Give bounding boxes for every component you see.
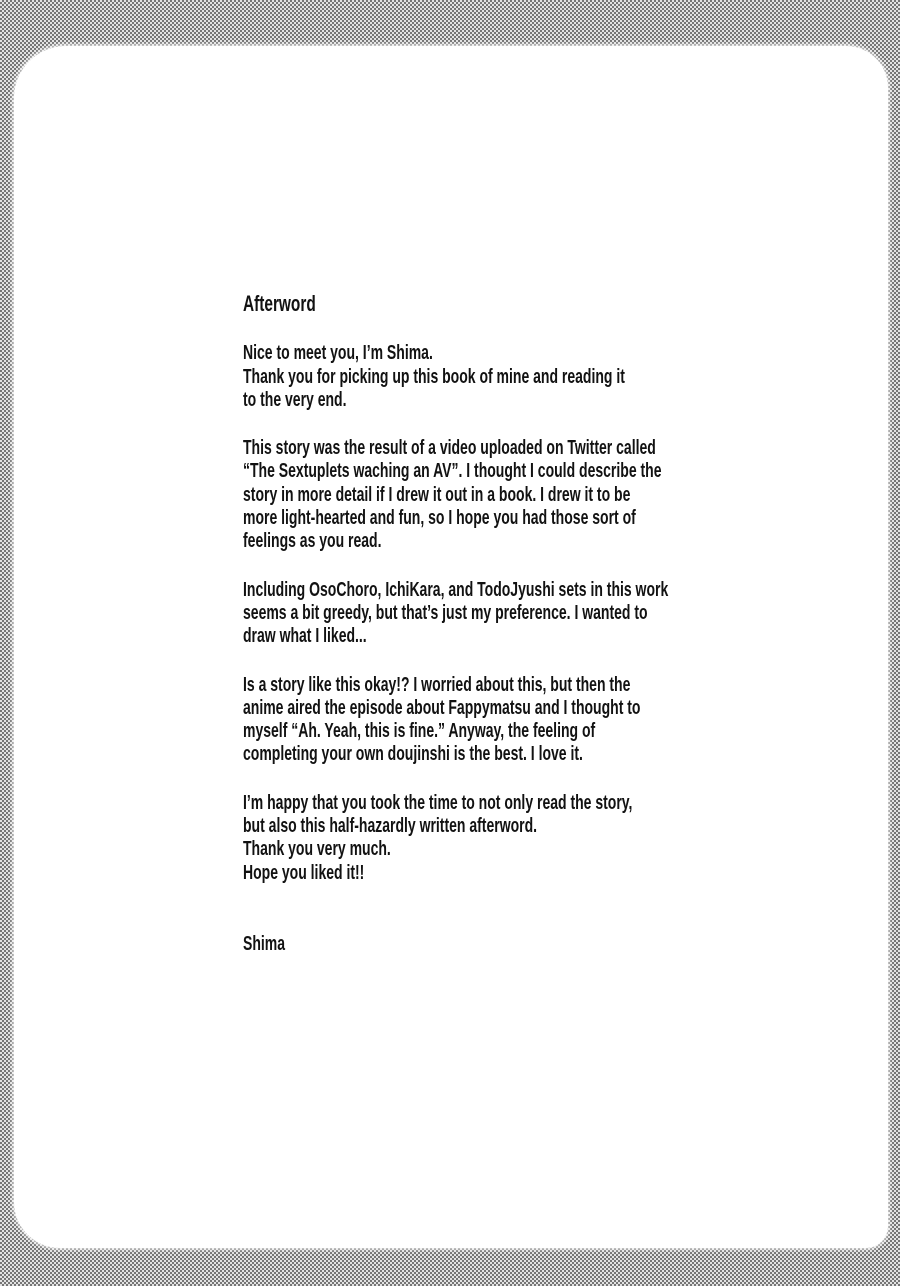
text-line: Hope you liked it!!	[243, 861, 365, 884]
text-line: story in more detail if I drew it out in a book. I drew it to be	[243, 483, 631, 506]
text-line: This story was the result of a video uploaded on Twitter called	[243, 437, 656, 460]
text-line: more light-hearted and fun, so I hope you had those sort of	[243, 507, 636, 530]
paragraph-greeting	[243, 342, 733, 412]
text-line: I’m happy that you took the time to not only read the story,	[243, 791, 633, 814]
paper-page	[14, 46, 888, 1248]
text-line: Thank you very much.	[243, 838, 391, 861]
author-signature: Shima	[243, 932, 286, 955]
paragraph-thanks	[243, 792, 733, 885]
paragraph-worries	[243, 674, 733, 767]
text-line: but also this half-hazardly written afterword.	[243, 815, 538, 838]
text-line: to the very end.	[243, 388, 347, 411]
paragraph-story-origin	[243, 437, 733, 553]
text-line: draw what I liked...	[243, 625, 367, 648]
text-line: myself “Ah. Yeah, this is fine.” Anyway, the feeling of	[243, 720, 596, 743]
text-line: seems a bit greedy, but that’s just my preference. I wanted to	[243, 601, 648, 624]
text-line: feelings as you read.	[243, 530, 382, 553]
afterword-heading: Afterword	[243, 291, 316, 316]
text-line: Thank you for picking up this book of mine and reading it	[243, 365, 625, 388]
paragraph-pairings	[243, 579, 733, 649]
text-line: Nice to meet you, I’m Shima.	[243, 342, 433, 365]
text-line: “The Sextuplets waching an AV”. I thought I could describe the	[243, 460, 662, 483]
text-line: completing your own doujinshi is the best. I love it.	[243, 743, 583, 766]
text-line: Is a story like this okay!? I worried about this, but then the	[243, 673, 631, 696]
text-line: Including OsoChoro, IchiKara, and TodoJyushi sets in this work	[243, 578, 669, 601]
afterword-text-block	[243, 292, 733, 956]
text-line: anime aired the episode about Fappymatsu and I thought to	[243, 696, 641, 719]
